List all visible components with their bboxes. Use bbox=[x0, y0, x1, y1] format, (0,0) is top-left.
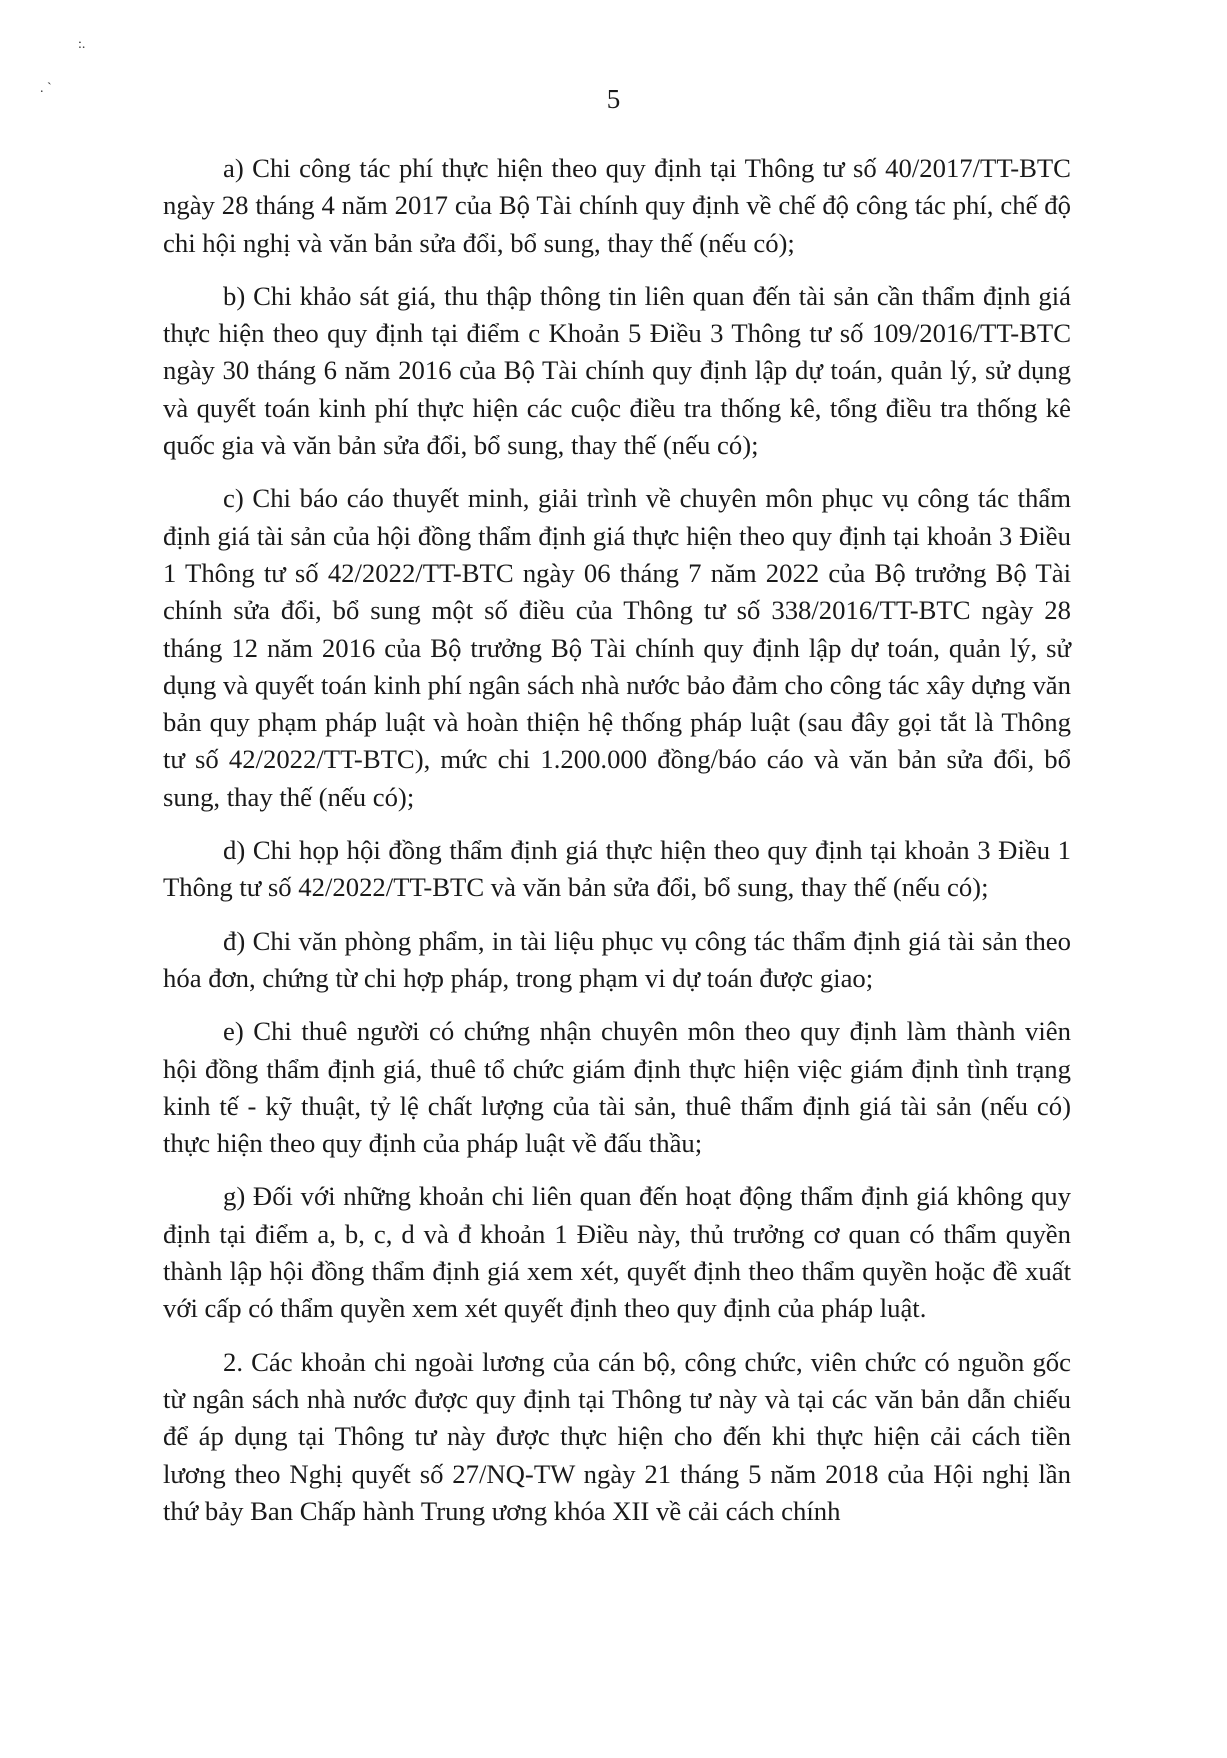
paragraph-g: g) Đối với những khoản chi liên quan đến hoạt động thẩm định giá không quy định tại điểm a, b, c, d và đ khoản 1 Điều này, thủ trưởng cơ quan có thẩm quyền thành lập hội đồng thẩm định giá xem xét, quyết định theo thẩm quyền hoặc đề xuất với cấp có thẩm quyền xem xét quyết định theo quy định của pháp luật. bbox=[163, 1181, 1071, 1324]
document-body bbox=[163, 150, 1071, 1546]
paragraph-dd: đ) Chi văn phòng phẩm, in tài liệu phục vụ công tác thẩm định giá tài sản theo hóa đơn, chứng từ chi hợp pháp, trong phạm vi dự toán được giao; bbox=[163, 925, 1071, 993]
paragraph-a: a) Chi công tác phí thực hiện theo quy định tại Thông tư số 40/2017/TT-BTC ngày 28 tháng 4 năm 2017 của Bộ Tài chính quy định về chế độ công tác phí, chế độ chi hội nghị và văn bản sửa đổi, bổ sung, thay thế (nếu có); bbox=[163, 153, 1071, 258]
paragraph-2: 2. Các khoản chi ngoài lương của cán bộ, công chức, viên chức có nguồn gốc từ ngân sách nhà nước được quy định tại Thông tư này và tại các văn bản dẫn chiếu để áp dụng tại Thông tư này được thực hiện cho đến khi thực hiện cải cách tiền lương theo Nghị quyết số 27/NQ-TW ngày 21 tháng 5 năm 2018 của Hội nghị lần thứ bảy Ban Chấp hành Trung ương khóa XII về cải cách chính bbox=[163, 1346, 1071, 1526]
scan-mark-top: :. bbox=[78, 37, 86, 52]
paragraph-e: e) Chi thuê người có chứng nhận chuyên môn theo quy định làm thành viên hội đồng thẩm định giá, thuê tổ chức giám định thực hiện việc giám định tình trạng kinh tế - kỹ thuật, tỷ lệ chất lượng của tài sản, thuê thẩm định giá tài sản (nếu có) thực hiện theo quy định của pháp luật về đấu thầu; bbox=[163, 1016, 1071, 1159]
paragraph-c: c) Chi báo cáo thuyết minh, giải trình về chuyên môn phục vụ công tác thẩm định giá tài sản của hội đồng thẩm định giá thực hiện theo quy định tại khoản 3 Điều 1 Thông tư số 42/2022/TT-BTC ngày 06 tháng 7 năm 2022 của Bộ trưởng Bộ Tài chính sửa đổi, bổ sung một số điều của Thông tư số 338/2016/TT-BTC ngày 28 tháng 12 năm 2016 của Bộ trưởng Bộ Tài chính quy định lập dự toán, quản lý, sử dụng và quyết toán kinh phí ngân sách nhà nước bảo đảm cho công tác xây dựng văn bản quy phạm pháp luật và hoàn thiện hệ thống pháp luật (sau đây gọi tắt là Thông tư số 42/2022/TT-BTC), mức chi 1.200.000 đồng/báo cáo và văn bản sửa đổi, bổ sung, thay thế (nếu có); bbox=[163, 483, 1071, 812]
page-number: 5 bbox=[606, 84, 621, 114]
scan-mark-left: . ` bbox=[40, 81, 52, 96]
paragraph-d: d) Chi họp hội đồng thẩm định giá thực hiện theo quy định tại khoản 3 Điều 1 Thông tư số 42/2022/TT-BTC và văn bản sửa đổi, bổ sung, thay thế (nếu có); bbox=[163, 835, 1071, 903]
paragraph-b: b) Chi khảo sát giá, thu thập thông tin liên quan đến tài sản cần thẩm định giá thực hiện theo quy định tại điểm c Khoản 5 Điều 3 Thông tư số 109/2016/TT-BTC ngày 30 tháng 6 năm 2016 của Bộ Tài chính quy định lập dự toán, quản lý, sử dụng và quyết toán kinh phí thực hiện các cuộc điều tra thống kê, tổng điều tra thống kê quốc gia và văn bản sửa đổi, bổ sung, thay thế (nếu có); bbox=[163, 280, 1071, 461]
